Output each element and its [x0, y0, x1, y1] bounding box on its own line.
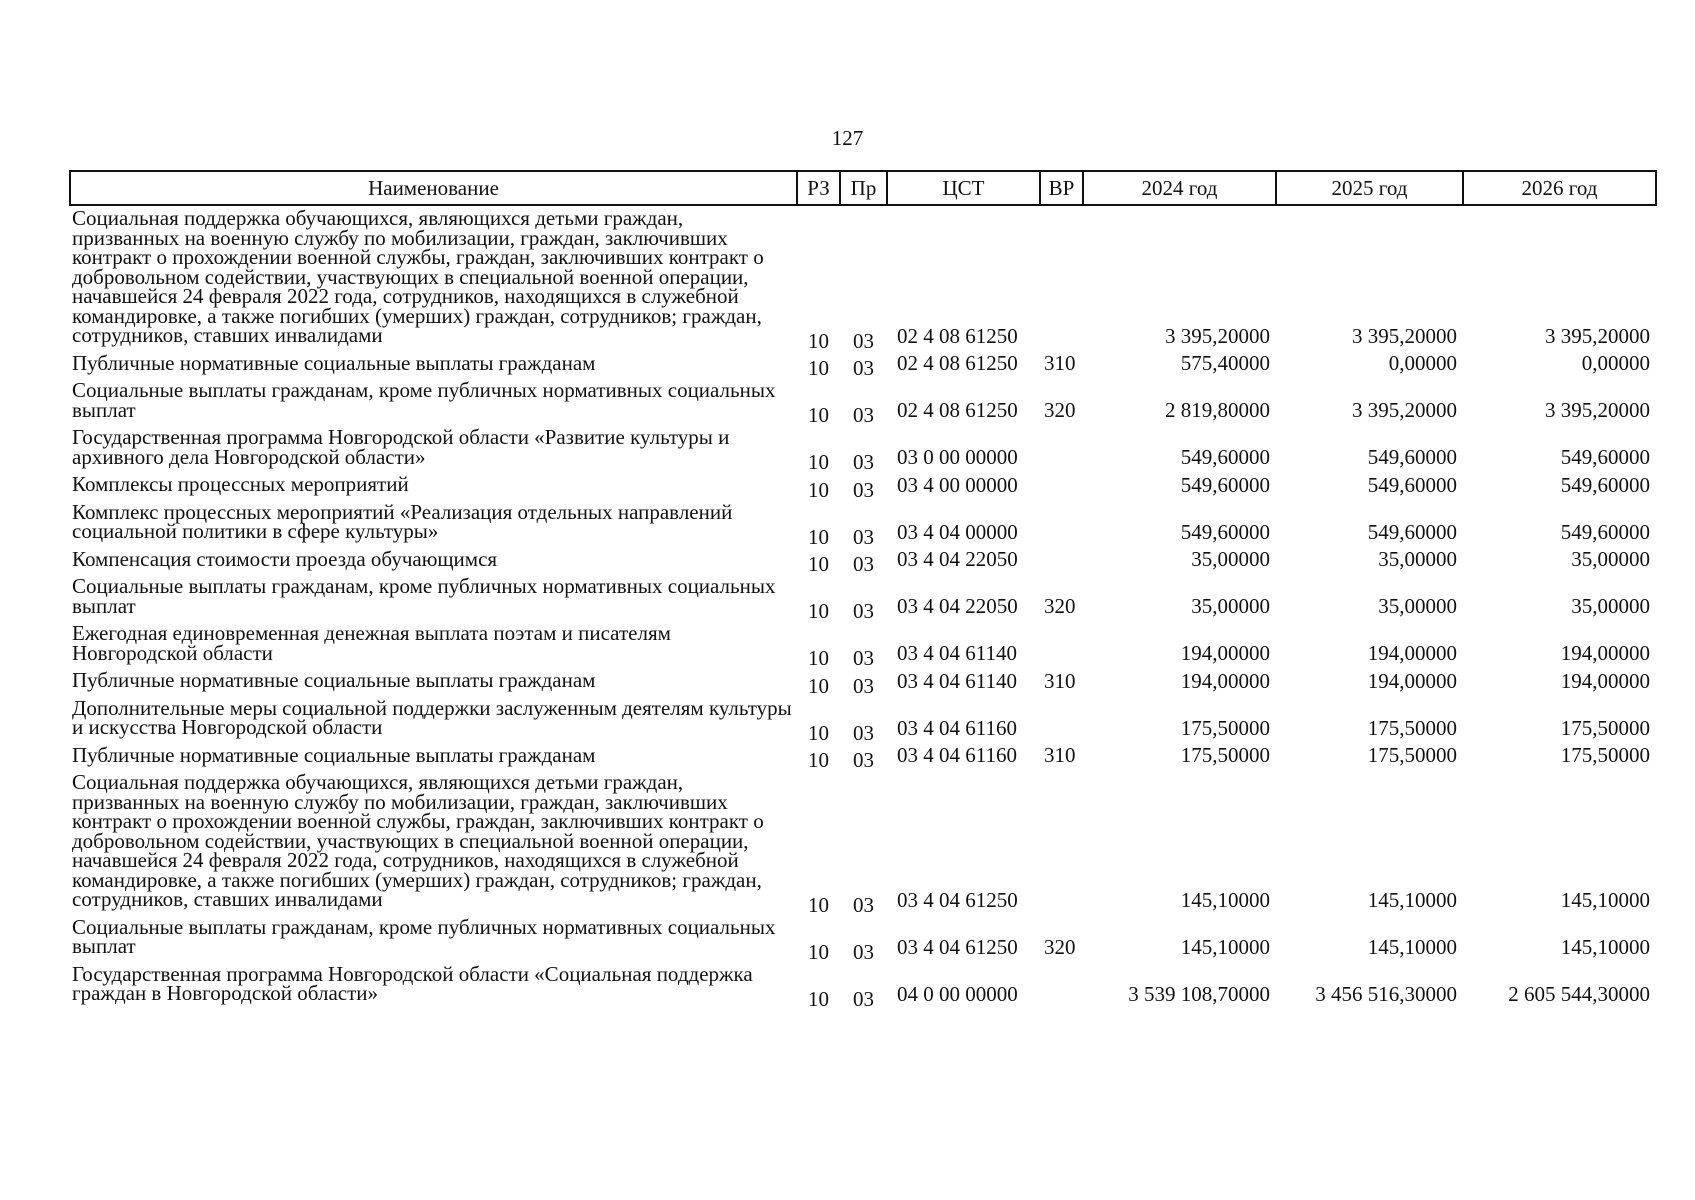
row-amount-2026: 3 395,20000: [1545, 398, 1650, 422]
row-amount-2024: 175,50000: [1180, 715, 1270, 740]
table-row: [70, 500, 1656, 547]
row-cst: 03 4 04 22050: [897, 594, 1018, 618]
row-amount-2026: 194,00000: [1560, 668, 1650, 693]
table-row: [70, 770, 1656, 915]
table-row: [70, 472, 1656, 500]
row-pr: 03: [853, 986, 874, 1011]
row-amount-2025: 175,50000: [1367, 743, 1457, 767]
row-cst: 03 4 04 61140: [897, 641, 1017, 665]
row-name: Социальные выплаты гражданам, кроме публичных нормативных социальных выплат: [72, 914, 776, 958]
row-amount-2024: 145,10000: [1180, 887, 1270, 912]
row-vr: [1040, 962, 1083, 1009]
header-name: Наименование: [70, 171, 797, 205]
row-rz: 10: [808, 328, 829, 353]
row-amount-2024: 194,00000: [1180, 641, 1270, 665]
table-row: [70, 574, 1656, 621]
row-rz: 10: [808, 356, 829, 380]
row-rz: 10: [808, 646, 829, 670]
row-cst: 03 4 04 61160: [897, 743, 1017, 767]
row-amount-2025: 35,00000: [1378, 594, 1457, 618]
row-vr: [1040, 425, 1083, 472]
row-cst: 02 4 08 61250: [897, 323, 1018, 348]
table-row: [70, 351, 1656, 379]
page-number: 127: [831, 126, 864, 150]
row-amount-2025: 194,00000: [1367, 668, 1457, 693]
row-rz: 10: [808, 892, 829, 917]
row-name: Публичные нормативные социальные выплаты гражданам: [72, 668, 596, 692]
header-vr: ВР: [1040, 171, 1083, 205]
header-2024: 2024 год: [1083, 171, 1276, 205]
row-rz: 10: [808, 477, 829, 502]
row-rz: 10: [808, 748, 829, 772]
row-amount-2024: 35,00000: [1191, 594, 1270, 618]
row-rz: 10: [808, 720, 829, 745]
row-amount-2025: 549,60000: [1367, 445, 1457, 469]
row-name: Социальная поддержка обучающихся, являющихся детьми граждан, призванных на военную службу по мобилизации, граждан, заключивших контракт о прохождении военной службы, граждан, заключивших контракт о добровольном содействии, участвующих в специальной военной операции, начавшейся 24 февраля 2022 года, сотрудников, находящихся в служебной командировке, а также погибших (умерших) граждан, сотрудников; граждан, сотрудников, ставших инвалидами: [72, 206, 764, 347]
table-row: [70, 962, 1656, 1009]
row-pr: 03: [853, 892, 874, 917]
row-amount-2024: 549,60000: [1180, 445, 1270, 469]
row-pr: 03: [853, 748, 874, 772]
row-amount-2025: 0,00000: [1388, 351, 1457, 375]
row-amount-2026: 549,60000: [1560, 519, 1650, 544]
row-amount-2024: 194,00000: [1180, 668, 1270, 693]
row-amount-2024: 3 539 108,70000: [1128, 981, 1270, 1006]
header-rz: РЗ: [797, 171, 840, 205]
row-amount-2026: 175,50000: [1560, 743, 1650, 767]
header-2026: 2026 год: [1463, 171, 1656, 205]
row-name: Социальные выплаты гражданам, кроме публичных нормативных социальных выплат: [72, 574, 776, 618]
table-row: [70, 621, 1656, 668]
row-name: Социальные выплаты гражданам, кроме публичных нормативных социальных выплат: [72, 378, 776, 422]
row-amount-2025: 3 456 516,30000: [1315, 981, 1457, 1006]
header-cst: ЦСТ: [887, 171, 1040, 205]
row-amount-2024: 35,00000: [1191, 547, 1270, 571]
row-cst: 03 4 04 61160: [897, 715, 1017, 740]
header-2025: 2025 год: [1276, 171, 1463, 205]
row-amount-2025: 145,10000: [1367, 934, 1457, 959]
row-name: Социальная поддержка обучающихся, являющихся детьми граждан, призванных на военную службу по мобилизации, граждан, заключивших контракт о прохождении военной службы, граждан, заключивших контракт о добровольном содействии, участвующих в специальной военной операции, начавшейся 24 февраля 2022 года, сотрудников, находящихся в служебной командировке, а также погибших (умерших) граждан, сотрудников; граждан, сотрудников, ставших инвалидами: [72, 770, 764, 911]
row-rz: 10: [808, 673, 829, 698]
row-vr: 310: [1044, 351, 1076, 375]
row-pr: 03: [853, 403, 874, 427]
row-pr: 03: [853, 552, 874, 576]
row-rz: 10: [808, 599, 829, 623]
table-row: [70, 668, 1656, 696]
row-name: Дополнительные меры социальной поддержки заслуженным деятелям культуры и искусства Новгородской области: [72, 695, 792, 739]
table-row: [70, 696, 1656, 743]
row-vr: [1040, 770, 1083, 915]
row-pr: 03: [853, 450, 874, 474]
row-pr: 03: [853, 939, 874, 964]
table-header-row: [70, 171, 1656, 205]
row-amount-2025: 145,10000: [1367, 887, 1457, 912]
row-pr: 03: [853, 673, 874, 698]
row-vr: 320: [1044, 398, 1076, 422]
row-pr: 03: [853, 328, 874, 353]
row-amount-2026: 3 395,20000: [1545, 323, 1650, 348]
row-pr: 03: [853, 524, 874, 549]
row-amount-2026: 549,60000: [1560, 445, 1650, 469]
row-name: Публичные нормативные социальные выплаты гражданам: [72, 742, 596, 767]
table-body: [70, 205, 1656, 1009]
row-vr: 310: [1044, 743, 1076, 767]
row-cst: 03 4 00 00000: [897, 472, 1018, 497]
row-cst: 03 4 04 61140: [897, 668, 1017, 693]
row-amount-2024: 145,10000: [1180, 934, 1270, 959]
row-amount-2025: 3 395,20000: [1352, 398, 1457, 422]
row-pr: 03: [853, 356, 874, 380]
row-rz: 10: [808, 524, 829, 549]
table-row: [70, 425, 1656, 472]
row-pr: 03: [853, 720, 874, 745]
row-pr: 03: [853, 646, 874, 670]
row-cst: 03 0 00 00000: [897, 445, 1018, 469]
row-amount-2025: 194,00000: [1367, 641, 1457, 665]
row-amount-2026: 0,00000: [1581, 351, 1650, 375]
row-rz: 10: [808, 403, 829, 427]
row-rz: 10: [808, 552, 829, 576]
row-name: Государственная программа Новгородской области «Социальная поддержка граждан в Новгородской области»: [72, 961, 753, 1005]
row-amount-2026: 145,10000: [1560, 934, 1650, 959]
row-name: Публичные нормативные социальные выплаты гражданам: [72, 350, 596, 375]
row-pr: 03: [853, 599, 874, 623]
table-row: [70, 915, 1656, 962]
row-amount-2025: 549,60000: [1367, 472, 1457, 497]
row-amount-2024: 175,50000: [1180, 743, 1270, 767]
row-pr: 03: [853, 477, 874, 502]
row-amount-2026: 35,00000: [1571, 594, 1650, 618]
header-pr: Пр: [840, 171, 887, 205]
row-cst: 03 4 04 61250: [897, 934, 1018, 959]
row-vr: [1040, 621, 1083, 668]
row-amount-2025: 35,00000: [1378, 547, 1457, 571]
row-rz: 10: [808, 450, 829, 474]
table-row: [70, 205, 1656, 351]
row-name: Комплексы процессных мероприятий: [72, 472, 409, 496]
row-vr: [1040, 696, 1083, 743]
row-vr: [1040, 472, 1083, 500]
row-vr: [1040, 500, 1083, 547]
row-amount-2026: 549,60000: [1560, 472, 1650, 497]
row-name: Ежегодная единовременная денежная выплата поэтам и писателям Новгородской области: [72, 621, 671, 665]
row-name: Комплекс процессных мероприятий «Реализация отдельных направлений социальной политики в сфере культуры»: [72, 499, 733, 543]
row-rz: 10: [808, 986, 829, 1011]
row-amount-2025: 3 395,20000: [1352, 323, 1457, 348]
row-cst: 03 4 04 22050: [897, 547, 1018, 571]
row-amount-2026: 35,00000: [1571, 547, 1650, 571]
row-cst: 02 4 08 61250: [897, 398, 1018, 422]
row-name: Компенсация стоимости проезда обучающимся: [72, 546, 498, 571]
row-amount-2025: 549,60000: [1367, 519, 1457, 544]
table-row: [70, 743, 1656, 771]
row-vr: [1040, 547, 1083, 575]
row-vr: [1040, 205, 1083, 351]
budget-table: [69, 170, 1657, 1009]
row-cst: 03 4 04 61250: [897, 887, 1018, 912]
row-rz: 10: [808, 939, 829, 964]
table-row: [70, 378, 1656, 425]
row-amount-2024: 3 395,20000: [1165, 323, 1270, 348]
row-amount-2025: 175,50000: [1367, 715, 1457, 740]
row-amount-2026: 2 605 544,30000: [1508, 981, 1650, 1006]
row-name: Государственная программа Новгородской области «Развитие культуры и архивного дела Новгородской области»: [72, 425, 730, 469]
row-amount-2024: 575,40000: [1180, 351, 1270, 375]
row-amount-2024: 549,60000: [1180, 519, 1270, 544]
table-row: [70, 547, 1656, 575]
row-amount-2024: 2 819,80000: [1165, 398, 1270, 422]
row-vr: 320: [1044, 934, 1076, 959]
row-amount-2026: 194,00000: [1560, 641, 1650, 665]
row-cst: 04 0 00 00000: [897, 981, 1018, 1006]
row-amount-2026: 145,10000: [1560, 887, 1650, 912]
row-cst: 02 4 08 61250: [897, 351, 1018, 375]
row-cst: 03 4 04 00000: [897, 519, 1018, 544]
row-amount-2026: 175,50000: [1560, 715, 1650, 740]
row-amount-2024: 549,60000: [1180, 472, 1270, 497]
row-vr: 320: [1044, 594, 1076, 618]
row-vr: 310: [1044, 668, 1076, 693]
